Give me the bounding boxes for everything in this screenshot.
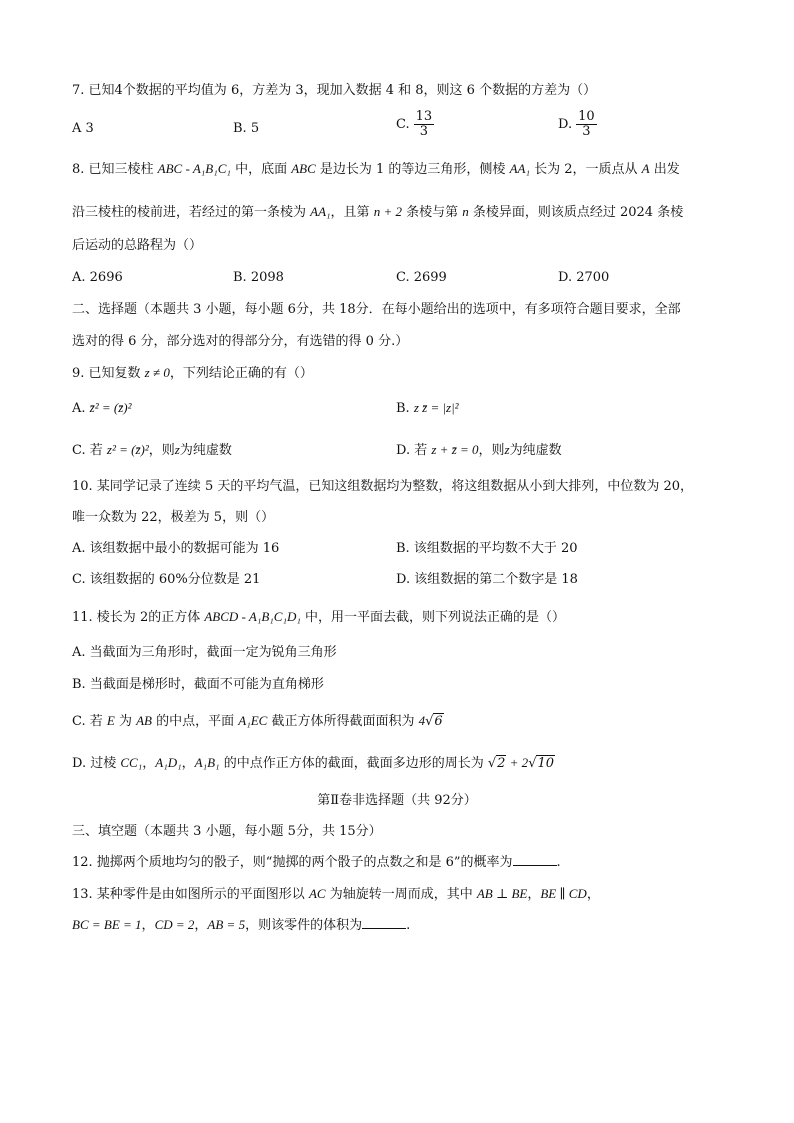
- q9-option-d-math: z + z̄ = 0: [431, 442, 479, 457]
- q11-sqrt: 2: [497, 756, 506, 771]
- q11-text: 11. 棱长为 2的正方体: [72, 610, 205, 625]
- q8-text: ，且第: [330, 205, 374, 220]
- q13-text: 13. 某种零件是由如图所示的平面图形以: [72, 887, 309, 902]
- q11-sqrt: 10: [537, 756, 555, 771]
- part-2-title: 第Ⅱ卷非选择题（共 92分）: [317, 793, 477, 808]
- q7-option-a: A 3: [72, 121, 94, 136]
- q8-text: 条棱与第: [401, 205, 463, 220]
- q11-math: E: [106, 713, 115, 728]
- q8-math-point: A: [641, 161, 650, 176]
- q8-text: 中，底面: [230, 162, 292, 177]
- q11-math: CC₁: [120, 755, 143, 770]
- q11-text: 中，用一平面去截，则下列说法正确的是（）: [300, 610, 566, 625]
- q9-option-a-math: z̄² = (z̄)²: [89, 400, 132, 415]
- q12-stem: [72, 853, 561, 872]
- q9-math: z: [504, 442, 510, 457]
- q12-text: .: [556, 855, 561, 870]
- section-2-heading-cont: 选对的得 6 分，部分选对的得部分分，有选错的得 0 分.）: [72, 334, 409, 349]
- q9-text: 为纯虚数: [179, 443, 232, 458]
- q9-option-c-label: C. 若: [72, 443, 107, 458]
- q10-stem: 10. 某同学记录了连续 5 天的平均气温，已知这组数据均为整数，将这组数据从小到大排列，中位数为 20，: [72, 479, 694, 494]
- q12-answer-blank[interactable]: [513, 853, 557, 866]
- q9-text: 为纯虚数: [509, 443, 562, 458]
- q13-math: AB ⊥ BE: [476, 886, 528, 901]
- q13-answer-blank[interactable]: [362, 916, 406, 929]
- q11-option-b: B. 当截面是梯形时，截面不可能为直角梯形: [72, 677, 324, 692]
- q11-text: D. 过棱: [72, 756, 121, 771]
- q13-math: AB = 5: [207, 917, 246, 932]
- q7-option-d: [558, 110, 597, 139]
- q7-stem: 7. 已知4个数据的平均值为 6，方差为 3，现加入数据 4 和 8，则这 6 个数据的方差为（）: [72, 83, 597, 98]
- q13-text: ，: [586, 887, 600, 902]
- q13-line-2: [72, 916, 410, 935]
- q9-option-d: [396, 441, 562, 460]
- q7-c-numerator: 13: [415, 109, 433, 124]
- q11-stem: [72, 608, 565, 627]
- q11-math: A₁EC: [238, 713, 268, 728]
- q8-text: 条棱异面，则该质点经过 2024 条棱: [468, 205, 684, 220]
- q11-math: A₁B₁: [194, 755, 220, 770]
- q11-math: 4: [418, 713, 426, 728]
- q7-d-numerator: 10: [578, 109, 595, 124]
- q11-text: 的中点作正方体的截面，截面多边形的周长为: [219, 756, 488, 771]
- q7-option-b: B. 5: [233, 121, 260, 136]
- q9-option-c: [72, 441, 232, 460]
- q9-option-c-math: z² = (z̄)²: [106, 442, 149, 457]
- q11-sqrt: 6: [434, 714, 443, 729]
- q11-math-cube: ABCD - A₁B₁C₁D₁: [204, 609, 301, 624]
- q8-math-index: n + 2: [373, 204, 402, 219]
- q8-text: 沿三棱柱的棱前进，若经过的第一条棱为: [72, 205, 311, 220]
- q11-option-d: D. 过棱 CC₁，A₁D₁，A₁B₁ 的中点作正方体的截面，截面多边形的周长为 √2 + 2√10: [72, 755, 555, 771]
- q10-stem-cont: 唯一众数为 22，极差为 5，则（）: [72, 510, 275, 525]
- q13-text: .: [406, 918, 411, 933]
- q7-option-d-fraction: [576, 110, 597, 139]
- q8-option-a: A. 2696: [72, 270, 123, 285]
- q11-option-a: A. 当截面为三角形时，截面一定为锐角三角形: [72, 645, 337, 660]
- q13-math: BE ∥ CD: [540, 886, 587, 901]
- q11-option-c: C. 若 E 为 AB 的中点，平面 A₁EC 截正方体所得截面面积为 4√6: [72, 713, 443, 729]
- q8-line-1: [72, 160, 680, 179]
- q10-option-a: A. 该组数据中最小的数据可能为 16: [72, 541, 280, 556]
- q9-option-d-label: D. 若: [396, 443, 432, 458]
- q8-line-3: 后运动的总路程为（）: [72, 238, 203, 253]
- section-3-heading: 三、填空题（本题共 3 小题，每小题 5分，共 15分）: [72, 824, 382, 839]
- q8-math-prism: ABC - A₁B₁C₁: [157, 161, 231, 176]
- q8-line-2: [72, 203, 683, 222]
- q9-option-a-label: A.: [72, 401, 86, 416]
- q11-text: 截正方体所得截面面积为: [267, 714, 419, 729]
- q9-math: z ≠ 0: [144, 365, 170, 380]
- q13-line-1: [72, 885, 600, 904]
- q11-text: 的中点，平面: [152, 714, 239, 729]
- q8-option-c: C. 2699: [396, 270, 447, 285]
- q11-math: A₁D₁: [155, 755, 182, 770]
- q7-option-c-fraction: [414, 110, 435, 139]
- q13-math: CD = 2: [154, 917, 195, 932]
- q8-text: 是边长为 1 的等边三角形，侧棱: [315, 162, 510, 177]
- q13-math: BC = BE = 1: [72, 917, 142, 932]
- q8-text: 8. 已知三棱柱: [72, 162, 158, 177]
- q11-text: ，: [181, 756, 195, 771]
- q13-text: 为轴旋转一周而成，其中: [325, 887, 477, 902]
- q8-option-d: D. 2700: [558, 270, 610, 285]
- q9-math: z: [174, 442, 180, 457]
- q8-math-edge: AA₁: [509, 161, 530, 176]
- section-2-heading: 二、选择题（本题共 3 小题，每小题 6分，共 18分．在每小题给出的选项中，有多项符合题目要求，全部: [72, 302, 681, 317]
- q7-option-c: [396, 110, 434, 139]
- q9-text: ，则: [478, 443, 505, 458]
- q10-option-c: C. 该组数据的 60%分位数是 21: [72, 572, 261, 587]
- q10-option-d: D. 该组数据的第二个数字是 18: [396, 572, 578, 587]
- q9-text: ，下列结论正确的有（）: [169, 366, 313, 381]
- q9-text: ，则: [148, 443, 175, 458]
- q8-text: 长为 2，一质点从: [529, 162, 642, 177]
- q7-option-c-label: C.: [396, 117, 410, 132]
- q9-option-b-math: z z̄ = |z|²: [413, 400, 459, 415]
- q13-text: ，: [527, 887, 541, 902]
- q13-text: ，: [194, 918, 208, 933]
- q8-math-index: n: [462, 204, 469, 219]
- q13-text: ，: [141, 918, 155, 933]
- q8-math-base: ABC: [291, 161, 316, 176]
- q9-option-a: [72, 399, 132, 418]
- q8-text: 出发: [649, 162, 680, 177]
- q7-c-denominator: 3: [419, 124, 429, 139]
- q13-math: AC: [308, 886, 326, 901]
- q10-option-b: B. 该组数据的平均数不大于 20: [396, 541, 578, 556]
- q11-math: + 2: [506, 755, 529, 770]
- q11-text: C. 若: [72, 714, 107, 729]
- q8-math-edge: AA₁: [310, 204, 331, 219]
- q9-option-b-label: B.: [396, 401, 410, 416]
- q9-text: 9. 已知复数: [72, 366, 145, 381]
- q12-text: 12. 抛掷两个质地均匀的骰子，则“抛掷的两个骰子的点数之和是 6”的概率为: [72, 855, 513, 870]
- q7-option-d-label: D.: [558, 117, 573, 132]
- q7-d-denominator: 3: [582, 124, 591, 139]
- q13-text: ，则该零件的体积为: [245, 918, 363, 933]
- q11-text: 为: [114, 714, 137, 729]
- q9-stem: [72, 364, 313, 383]
- q9-option-b: [396, 399, 459, 418]
- q11-text: ，: [142, 756, 156, 771]
- q11-math: AB: [136, 713, 152, 728]
- q8-option-b: B. 2098: [233, 270, 284, 285]
